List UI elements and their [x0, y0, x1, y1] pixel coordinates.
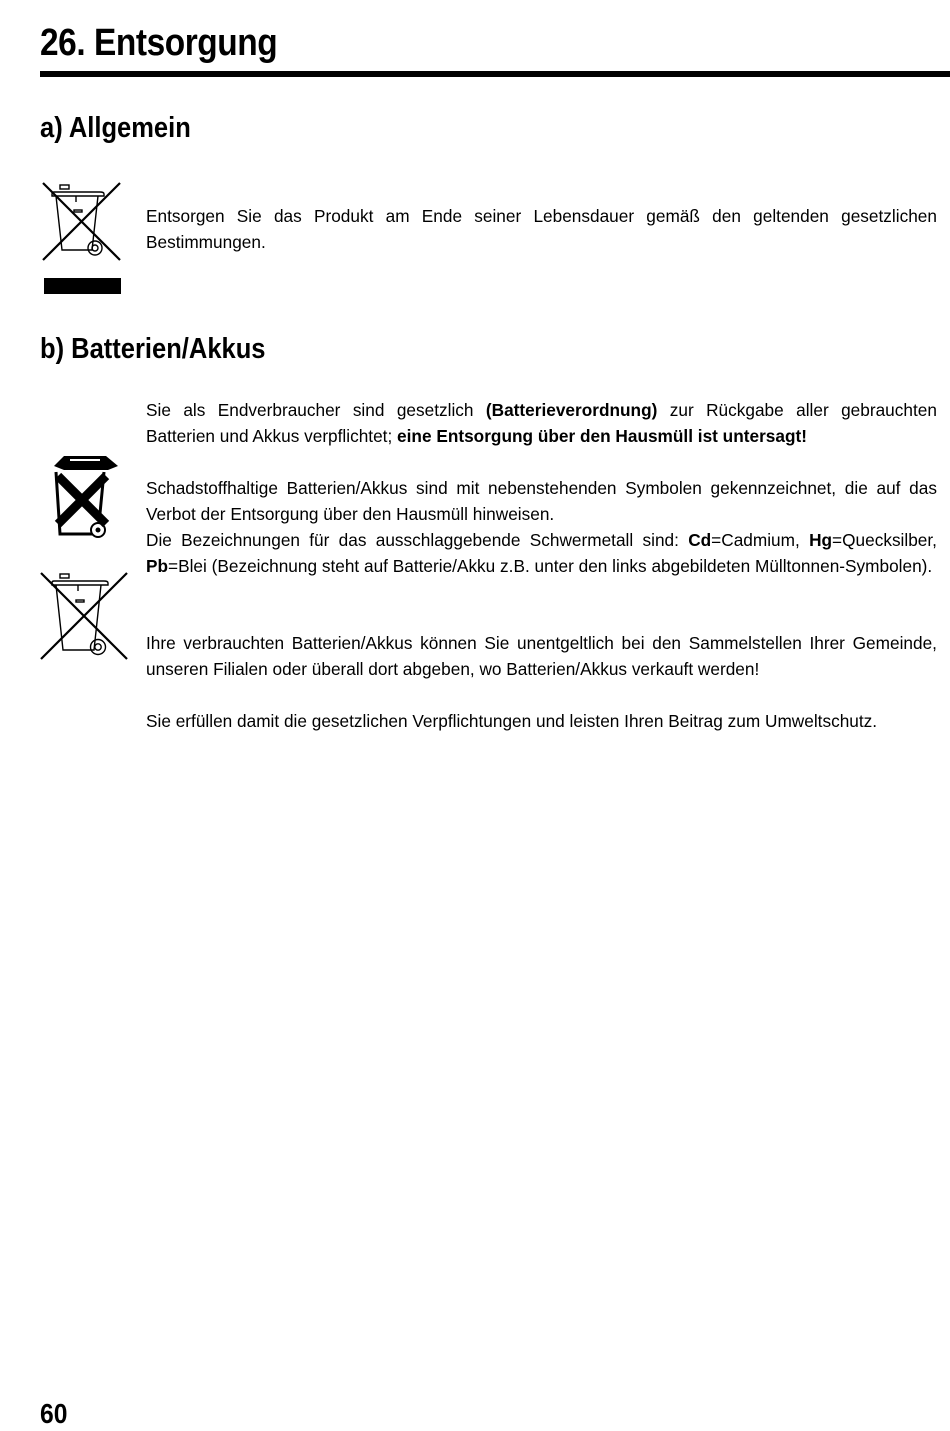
battery-bin-crossed-icon	[46, 452, 122, 540]
page-number: 60	[40, 1398, 68, 1429]
crossed-out-wheelie-bin-icon	[40, 180, 124, 262]
crossed-out-wheelie-bin-icon	[38, 570, 130, 662]
batteries-paragraph-1: Sie als Endverbraucher sind gesetzlich (Batterieverordnung) zur Rückgabe aller gebrauchten Batterien und Akkus verpflichtet; eine Entsorgung über den Hausmüll ist untersagt!	[146, 400, 937, 446]
section-heading-general: a) Allgemein	[40, 112, 191, 144]
batteries-paragraph-2: Schadstoffhaltige Batterien/Akkus sind mit nebenstehenden Symbolen gekennzeichnet, die auf das Verbot der Entsorgung über den Hausmüll hinweisen. Die Bezeichnungen für das ausschlaggebende Schwermetall sind: Cd=Cadmium, Hg=Quecksilber, Pb=Blei (Bezeichnung steht auf Batterie/Akku z.B. unter den links abgebildeten Mülltonnen-Symbolen).	[146, 478, 937, 576]
batteries-paragraph-3: Ihre verbrauchten Batterien/Akkus können Sie unentgeltlich bei den Sammelstellen Ihrer Gemeinde, unseren Filialen oder überall dort abgeben, wo Batterien/Akkus verkauft werden!	[146, 633, 937, 679]
general-disposal-text: Entsorgen Sie das Produkt am Ende seiner Lebensdauer gemäß den geltenden gesetzlichen Bestimmungen.	[146, 206, 937, 252]
batteries-paragraph-4: Sie erfüllen damit die gesetzlichen Verpflichtungen und leisten Ihren Beitrag zum Umweltschutz.	[146, 711, 878, 731]
bin-underbar	[44, 278, 121, 294]
section-heading-batteries: b) Batterien/Akkus	[40, 333, 266, 365]
title-rule	[40, 71, 950, 77]
page-title: 26. Entsorgung	[40, 22, 278, 64]
